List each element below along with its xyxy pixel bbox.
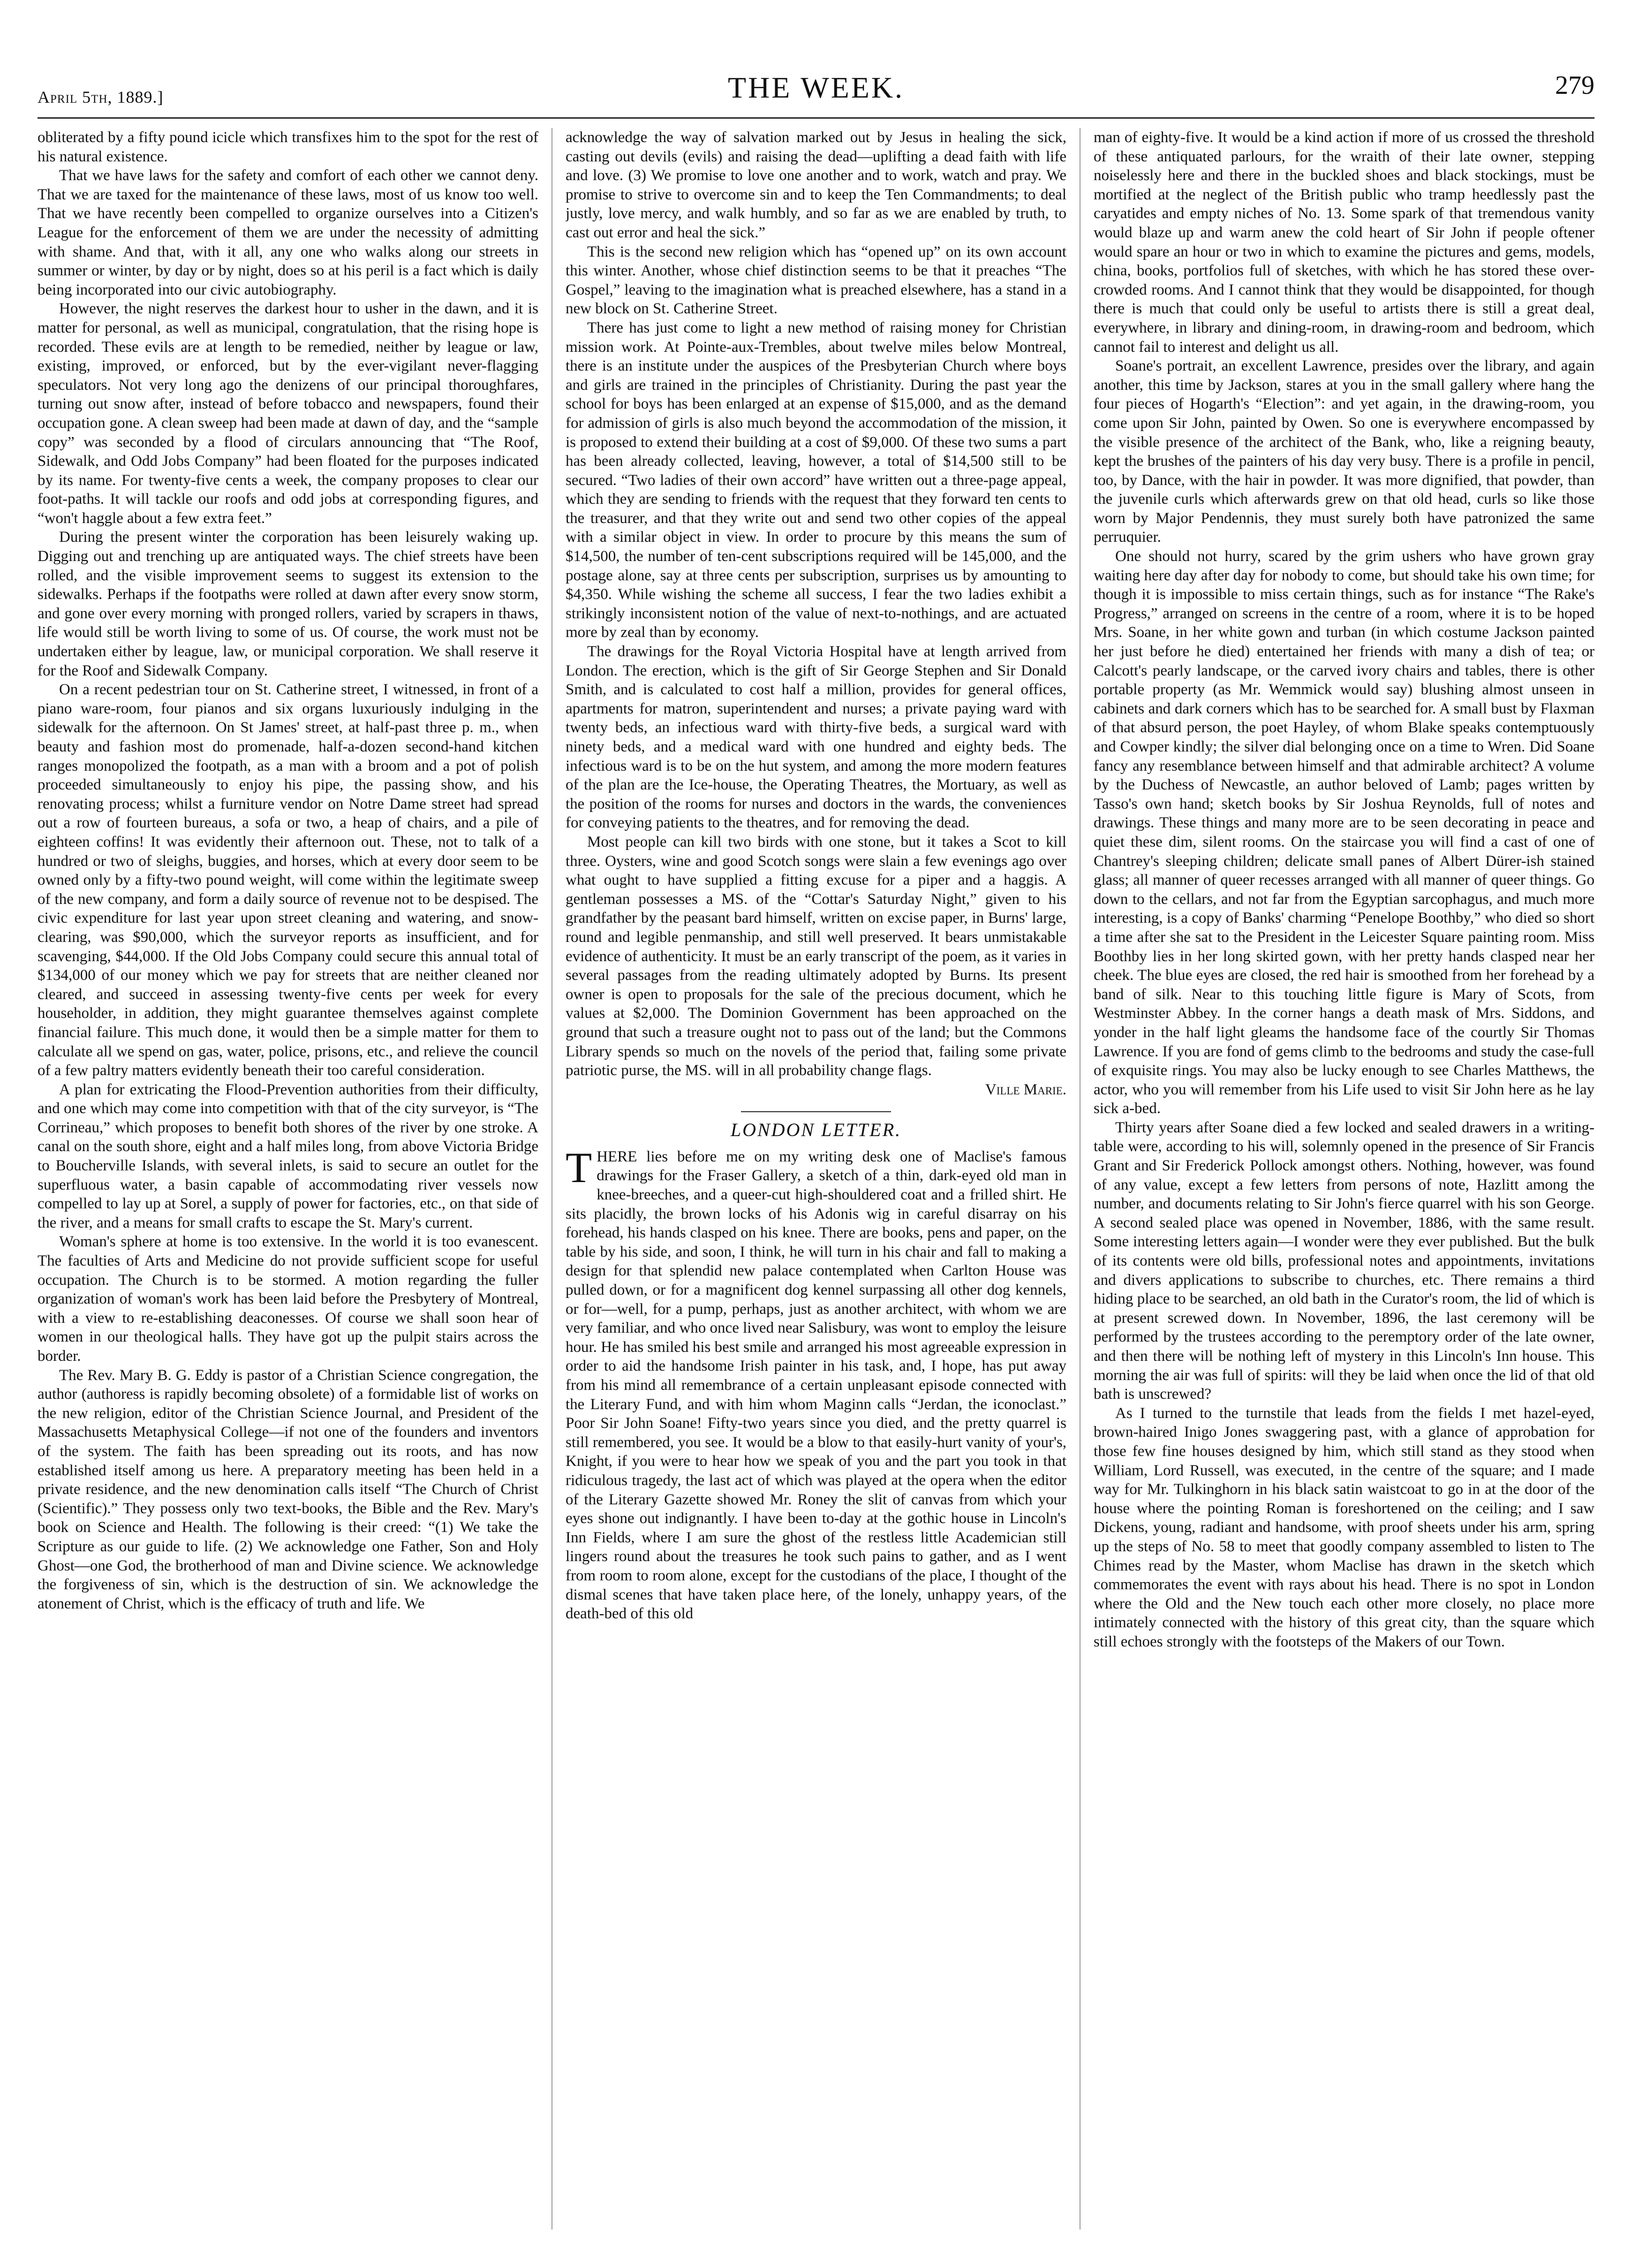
paragraph: Woman's sphere at home is too extensive. In the world it is too evanescent. The faculties of Arts and Medicine do not provide sufficient scope for useful occupation. The Church is to be stormed. A motion regarding the fuller organization of woman's work has been laid before the Presbytery of Montreal, with a view to re-establishing deaconesses. Of course we shall soon hear of women in our theological halls. They have got up the pulpit stairs across the border.: [38, 1233, 538, 1365]
paragraph: That we have laws for the safety and comfort of each other we cannot deny. That we are taxed for the maintenance of these laws, most of us know too well. That we have recently been compelled to organize ourselves into a Citizen's League for the enforcement of them we are under the necessity of admitting with shame. And that, with it all, any one who walks along our streets in summer or winter, by day or by night, does so at his peril is a fact which is daily being incorporated into our civic autobiography.: [38, 167, 538, 298]
paragraph: Thirty years after Soane died a few locked and sealed drawers in a writing-table were, according to his will, solemnly opened in the presence of Sir Francis Grant and Sir Frederick Pollock amongst others. Nothing, however, was found of any value, except a few letters from persons of note, Hazlitt among the number, and documents relating to Sir John's fierce quarrel with his son George. A second sealed place was opened in November, 1886, with the same result. Some interesting letters again—I wonder were they ever published. But the bulk of its contents were old bills, professional notes and appointments, invitations and divers applications to subscribe to churches, etc. There remains a third hiding place to be searched, an old bath in the Curator's room, the lid of which is at present screwed down. In November, 1896, the last ceremony will be performed by the trustees according to the peremptory order of the late owner, and then there will be nothing left of mystery in this Lincoln's Inn house. This morning the air was full of spirits: will they be laid when once the lid of that old bath is unscrewed?: [1094, 1119, 1594, 1403]
publication-title: THE WEEK.: [727, 71, 905, 104]
text-columns: [38, 128, 1594, 2230]
column-3: [1094, 128, 1594, 2230]
paragraph: As I turned to the turnstile that leads from the fields I met hazel-eyed, brown-haired Inigo Jones swaggering past, with a glance of approbation for those few fine houses designed by him, which still stand as they stood when William, Lord Russell, was executed, in the centre of the square; and I made way for Mr. Tulkinghorn in his black satin waistcoat to go in at the door of the house where the pointing Roman is foreshortened on the ceiling; and I saw Dickens, young, radiant and handsome, with proof sheets under his arm, spring up the steps of No. 58 to meet that goodly company assembled to listen to The Chimes read by the Master, whom Maclise has drawn in the sketch which commemorates the event with rays about his head. There is no spot in London where the Old and the New touch each other more closely, no place more intimately connected with the history of this great city, than the square which still echoes strongly with the footsteps of the Makers of our Town.: [1094, 1404, 1594, 1650]
section-paragraph: [566, 1143, 1066, 1623]
paragraph: There has just come to light a new method of raising money for Christian mission work. At Pointe-aux-Trembles, about twelve miles below Montreal, there is an institute under the auspices of the Presbyterian Church where boys and girls are trained in the principles of Christianity. During the past year the school for boys has been enlarged at an expense of $15,000, and as the demand for admission of girls is also much beyond the accommodation of the mission, it is proposed to extend their building at a cost of $9,000. Of these two sums a part has been already collected, leaving, however, a total of $14,500 still to be secured. “Two ladies of their own accord” have written out a three-page appeal, which they are sending to friends with the request that they forward ten cents to the treasurer, and that they write out and send two other copies of the appeal with a similar object in view. In order to procure by this means the sum of $14,500, the number of ten-cent subscriptions required will be 145,000, and the postage alone, say at three cents per subscription, surprises us by amounting to $4,350. While wishing the scheme all success, I fear the two ladies exhibit a strikingly inconsistent notion of the value of next-to-nothings, and are actuated more by zeal than by economy.: [566, 319, 1066, 641]
article-signature: Ville Marie.: [985, 1081, 1066, 1098]
paragraph: Most people can kill two birds with one stone, but it takes a Scot to kill three. Oysters, wine and good Scotch songs were slain a few evenings ago over what ought to have supplied a fitting excuse for a piper and a haggis. A gentleman possesses a MS. of the “Cottar's Saturday Night,” given to his grandfather by the peasant bard himself, written on excise paper, in Burns' large, round and legible penmanship, and still well preserved. It bears unmistakable evidence of authenticity. It must be an early transcript of the poem, as it varies in several passages from the reading ultimately adopted by Burns. Its present owner is open to proposals for the sale of the precious document, which he values at $2,000. The Dominion Government has been approached on the ground that such a treasure ought not to pass out of the land; but the Commons Library spends so much on the novels of the period that, failing some private patriotic purse, the MS. will in all probability change flags.: [566, 833, 1066, 1079]
column-1: [38, 128, 538, 2230]
paragraph: man of eighty-five. It would be a kind action if more of us crossed the threshold of these antiquated parlours, for the wraith of their late owner, stepping noiselessly here and there in the buckled shoes and black stockings, must be mortified at the neglect of the British public who tramp heedlessly past the caryatides and empty niches of No. 13. Some spark of that tremendous vanity would blaze up and warm anew the cold heart of Sir John if people oftener would spare an hour or two in which to examine the pictures and gems, models, china, books, portfolios full of sketches, with which he has stored these over-crowded rooms. And I cannot think that they would be disappointed, for though there is much that could only be useful to artists there is still a great deal, everywhere, in library and dining-room, in drawing-room and bedroom, which cannot fail to interest and delight us all.: [1094, 129, 1594, 356]
paragraph: obliterated by a fifty pound icicle which transfixes him to the spot for the rest of his natural existence.: [38, 129, 538, 165]
section-paragraph-text: HERE lies before me on my writing desk one of Maclise's famous drawings for the Fraser Gallery, a sketch of a thin, dark-eyed old man in knee-breeches, and a queer-cut high-shouldered coat and a frilled shirt. He sits placidly, the brown locks of his Adonis wig in careful disarray on his forehead, his hands clasped on his knee. There are books, pens and paper, on the table by his side, and soon, I think, he will turn in his chair and fall to making a design for that splendid new palace contemplated when Carlton House was pulled down, or for a magnificent dog kennel surpassing all other dog kennels, or for—well, for a pump, perhaps, just as another architect, with whom we are very familiar, and who once lived near Salisbury, was wont to employ the leisure hour. He has smiled his best smile and arranged his most agreeable expression in order to aid the handsome Irish painter in his task, and, I hope, has put away from his mind all remembrance of a certain unpleasant episode connected with the Literary Fund, and with him whom Maginn calls “Jerdan, the iconoclast.” Poor Sir John Soane! Fifty-two years since you died, and the pretty quarrel is still remembered, you see. It would be a blow to that easily-hurt vanity of your's, Knight, if you were to hear how we speak of you and the part you took in that ridiculous tragedy, the last act of which was played at the opera when the editor of the Literary Gazette showed Mr. Roney the slit of canvas from which your eyes shone out indignantly. I have been to-day at the gothic house in Lincoln's Inn Fields, where I am sure the ghost of the restless little Academician still lingers round about the treasures he took such pains to gather, and as I went from room to room alone, except for the custodians of the place, I thought of the dismal scenes that have taken place here, of the lonely, unhappy years, of the death-bed of this old: [566, 1148, 1066, 1623]
paragraph: On a recent pedestrian tour on St. Catherine street, I witnessed, in front of a piano ware-room, four pianos and six organs luxuriously indulging in the sidewalk for the afternoon. On St James' street, at half-past three p. m., when beauty and fashion most do promenade, half-a-dozen second-hand kitchen ranges monopolized the footpath, as a man with a broom and a pot of polish proceeded simultaneously to enjoy his pipe, the passing show, and his renovating process; whilst a furniture vendor on Notre Dame street had spread out a row of fourteen bureaus, a sofa or two, a heap of chairs, and a pile of eighteen coffins! It was evidently their afternoon out. These, not to talk of a hundred or two of sleighs, buggies, and horses, which at every door seem to be owned only by a fifty-two pound weight, will come within the legitimate sweep of the new company, and form a daily source of revenue not to be despised. The civic expenditure for last year upon street cleaning and watering, and snow-clearing, was $90,000, which the surveyor reports as insufficient, and for scavenging, $44,000. If the Old Jobs Company could secure this annual total of $134,000 of our money which we pay for streets that are neither cleaned nor cleared, and succeed in assessing twenty-five cents per week for every householder, in addition, they might guarantee themselves against complete financial failure. This much done, it would then be a simple matter for them to calculate all we spend on gas, water, police, prisons, etc., and relieve the council of a few paltry matters evidently beneath their too careful consideration.: [38, 681, 538, 1079]
section-heading: LONDON LETTER.: [730, 1119, 902, 1141]
paragraph: One should not hurry, scared by the grim ushers who have grown gray waiting here day after day for nobody to come, but should take his own time; for though it is impossible to miss certain things, such as for instance “The Rake's Progress,” arranged on screens in the centre of a room, where it is to be hoped Mrs. Soane, in her white gown and turban (in which costume Jackson painted her just before he died) entertained her friends with many a dish of tea; or Calcott's pearly landscape, or the carved ivory chairs and tables, there is other portable property (as Mr. Wemmick would say) blushing almost unseen in cabinets and dark corners which has to be searched for. A small bust by Flaxman of that absurd person, the poet Hayley, of whom Blake speaks contemptuously and Cowper kindly; the silver dial belonging once on a time to Wren. Did Soane fancy any resemblance between himself and that admirable architect? A volume by the Duchess of Newcastle, an author beloved of Lamb; pages written by Tasso's own hand; sketch books by Sir Joshua Reynolds, full of notes and drawings. These things and many more are to be seen decorating in peace and quiet these dim, silent rooms. On the staircase you will find a cast of one of Chantrey's sleeping children; delicate small panes of Albert Dürer-ish stained glass; all manner of queer recesses arranged with all manner of queer things. Go down to the cellars, and not far from the Egyptian sarcophagus, and much more interesting, is a copy of Banks' charming “Penelope Boothby,” who died so short a time after she sat to the President in the Leicester Square painting room. Miss Boothby lies in her long skirted gown, with her pretty hands clasped near her cheek. The blue eyes are closed, the red hair is smoothed from her forehead by a band of silk. Near to this touching little figure is Mary of Scots, from Westminster Abbey. In the corner hangs a death mask of Mrs. Siddons, and yonder in the half light gleams the handsome face of the courtly Sir Thomas Lawrence. If you are fond of gems climb to the bedrooms and study the case-full of exquisite rings. You may also be lucky enough to see Charles Matthews, the actor, who you will remember from his Life used to visit Sir John here as he lay sick a-bed.: [1094, 548, 1594, 1117]
masthead: [38, 61, 1594, 119]
section-divider: [741, 1111, 891, 1112]
paragraph: The drawings for the Royal Victoria Hospital have at length arrived from London. The erection, which is the gift of Sir George Stephen and Sir Donald Smith, and is calculated to cost half a million, provides for general offices, apartments for matron, superintendent and nurses; a private paying ward with twenty beds, an infectious ward with thirty-five beds, a surgical ward with ninety beds, and a medical ward with one hundred and eighty beds. The infectious ward is to be on the hut system, and among the more modern features of the plan are the Ice-house, the Operating Theatres, the Mortuary, as well as the position of the rooms for nurses and doctors in the wards, the conveniences for conveying patients to the theatres, and for removing the dead.: [566, 643, 1066, 832]
paragraph: acknowledge the way of salvation marked out by Jesus in healing the sick, casting out devils (evils) and raising the dead—uplifting a dead faith with life and love. (3) We promise to love one another and to work, watch and pray. We promise to strive to overcome sin and to keep the Ten Commandments; to deal justly, love mercy, and walk humbly, and so far as we are enabled by truth, to cast out error and heal the sick.”: [566, 129, 1066, 241]
paragraph: This is the second new religion which has “opened up” on its own account this winter. Another, whose chief distinction seems to be that it preaches “The Gospel,” leaving to the imagination what is preached elsewhere, has a stand in a new block on St. Catherine Street.: [566, 243, 1066, 318]
paragraph: However, the night reserves the darkest hour to usher in the dawn, and it is matter for personal, as well as municipal, congratulation, that the rising hope is recorded. These evils are at length to be remedied, neither by league or law, existing, improved, or enforced, but by the ever-vigilant never-flagging speculators. Not very long ago the denizens of our principal thoroughfares, turning out snow after, instead of before tobacco and newspapers, found their occupation gone. A clean sweep had been made at dawn of day, and the “sample copy” was seconded by a flood of circulars announcing that “The Roof, Sidewalk, and Odd Jobs Company” had been floated for the purposes indicated by its name. For twenty-five cents a week, the company proposes to clear our foot-paths. It will tackle our roofs and odd jobs at corresponding figures, and “won't haggle about a few extra feet.”: [38, 300, 538, 527]
drop-cap: T: [566, 1143, 592, 1191]
paragraph: A plan for extricating the Flood-Prevention authorities from their difficulty, and one which may come into competition with that of the city surveyor, is “The Corrineau,” which proposes to benefit both shores of the river by one stroke. A canal on the south shore, eight and a half miles long, from above Victoria Bridge to Boucherville Islands, with several inlets, is said to secure an outlet for the superfluous water, a basin capable of accommodating river vessels now compelled to lay up at Sorel, a supply of power for factories, etc., on that side of the river, and a means for small crafts to escape the St. Mary's current.: [38, 1081, 538, 1231]
column-2: [566, 128, 1066, 2230]
page-number: 279: [1555, 71, 1594, 100]
paragraph: During the present winter the corporation has been leisurely waking up. Digging out and trenching up are antiquated ways. The chief streets have been rolled, and the visible improvement seems to suggest its extension to the sidewalks. Perhaps if the footpaths were rolled at dawn after every snow storm, and gone over every morning with pronged rollers, varied by scrapers in thaws, life would still be worth living to some of us. Of course, the work must not be undertaken either by league, law, or municipal corporation. We shall reserve it for the Roof and Sidewalk Company.: [38, 529, 538, 679]
paragraph: Soane's portrait, an excellent Lawrence, presides over the library, and again another, this time by Jackson, stares at you in the small gallery where hang the four pieces of Hogarth's “Election”: and yet again, in the drawing-room, you come upon Sir John, painted by Owen. So one is everywhere encompassed by the visible presence of the architect of the Bank, who, like a reigning beauty, kept the brushes of the painters of his day very busy. There is a profile in pencil, too, by Dance, with the hair in powder. It was more dignified, that powder, than the juvenile curls which afterwards grew on that old head, curls so like those worn by Major Pendennis, they must surely both have patronized the same perruquier.: [1094, 357, 1594, 546]
issue-date: April 5th, 1889.]: [38, 88, 164, 106]
paragraph: The Rev. Mary B. G. Eddy is pastor of a Christian Science congregation, the author (authoress is rapidly becoming obsolete) of a formidable list of works on the new religion, editor of the Christian Science Journal, and President of the Massachusetts Metaphysical College—if not one of the founders and inventors of the system. The faith has been spreading out its roots, and has now established itself among us here. A preparatory meeting has been held in a private residence, and the new denomination calls itself “The Church of Christ (Scientific).” They possess only two text-books, the Bible and the Rev. Mary's book on Science and Health. The following is their creed: “(1) We take the Scripture as our guide to life. (2) We acknowledge one Father, Son and Holy Ghost—one God, the brotherhood of man and Divine science. We acknowledge the forgiveness of sin, which is the destruction of sin. We acknowledge the atonement of Christ, which is the efficacy of truth and life. We: [38, 1366, 538, 1612]
